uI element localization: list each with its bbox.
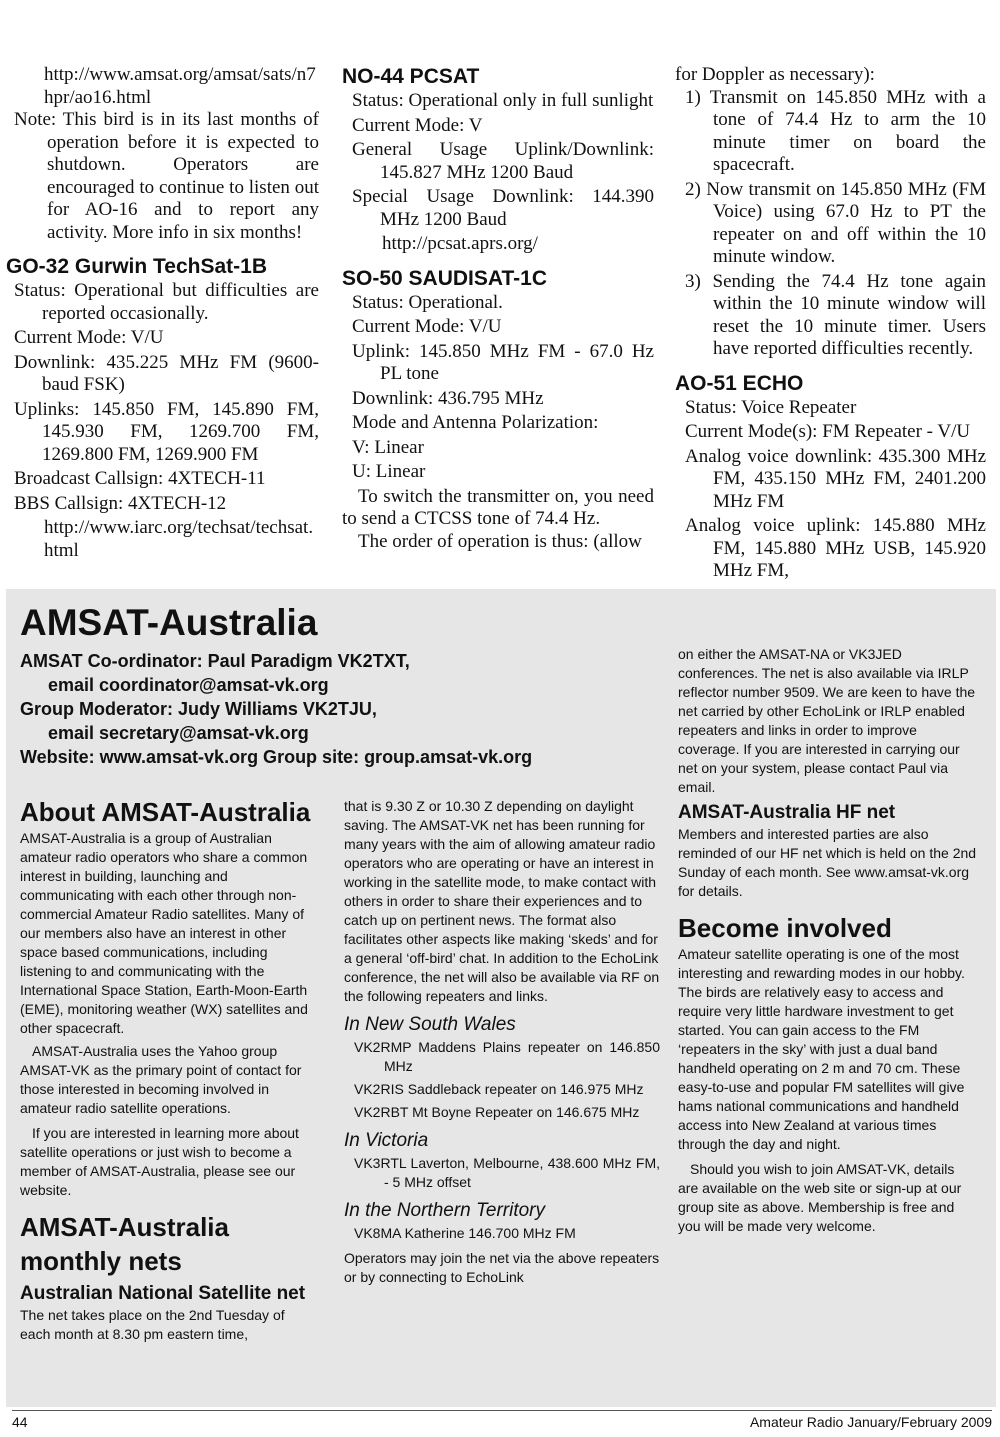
go32-line: Downlink: 435.225 MHz FM (9600-baud FSK) (14, 351, 319, 395)
so50-para: To switch the transmitter on, you need to send a CTCSS tone of 74.4 Hz. (342, 485, 654, 529)
involved-paragraph: Should you wish to join AMSAT-VK, details are available on the web site or sign-up at our group site as above. Membership is free and you will be made very welcome. (678, 1161, 962, 1234)
about-paragraph: AMSAT-Australia uses the Yahoo group AMSAT-VK as the primary point of contact for those interested in becoming involved in amateur radio satellite operations. (20, 1043, 302, 1116)
so50-step: 2) Now transmit on 145.850 MHz (FM Voice) using 67.0 Hz to PT the repeater on and off within the 10 minute window. (685, 178, 986, 267)
national-net-title: Australian National Satellite net (20, 1283, 306, 1304)
involved-title: Become involved (678, 913, 892, 943)
so50-line: V: Linear (352, 436, 424, 458)
column-2 (342, 64, 654, 553)
national-net-paragraph: The net takes place on the 2nd Tuesday of each month at 8.30 pm eastern time, (20, 1307, 285, 1342)
about-paragraph: If you are interested in learning more about satellite operations or just wish to become a member of AMSAT-Australia, please see our website. (20, 1125, 299, 1198)
column-1 (6, 64, 319, 562)
ao51-line: Analog voice uplink: 145.880 MHz FM, 145.880 MHz USB, 145.920 MHz FM, (685, 515, 986, 581)
contact-block (20, 649, 532, 769)
website-line[interactable]: Website: www.amsat-vk.org Group site: group.amsat-vk.org (20, 747, 533, 767)
footer-rule (12, 1410, 992, 1411)
so50-line: Status: Operational. (352, 291, 503, 313)
nt-title: In the Northern Territory (344, 1200, 545, 1221)
hf-net-title: AMSAT-Australia HF net (678, 802, 896, 823)
net-paragraph-end: Operators may join the net via the above repeaters or by connecting to EchoLink (344, 1250, 660, 1285)
go32-line: Current Mode: V/U (14, 327, 164, 348)
ao51-line: Current Mode(s): FM Repeater - V/U (685, 421, 971, 442)
box-column-3 (678, 645, 978, 1236)
nsw-title: In New South Wales (344, 1014, 516, 1035)
no44-line: Special Usage Downlink: 144.390 MHz 1200 Baud (352, 186, 654, 230)
no44-link[interactable]: http://pcsat.aprs.org/ (382, 233, 538, 254)
go32-link[interactable]: http://www.iarc.org/techsat/techsat.html (44, 517, 314, 561)
nsw-repeater: VK2RBT Mt Boyne Repeater on 146.675 MHz (354, 1104, 640, 1120)
about-title: About AMSAT-Australia (20, 797, 311, 827)
ao16-link[interactable]: http://www.amsat.org/amsat/sats/n7hpr/ao16.html (44, 64, 316, 108)
nsw-repeater: VK2RIS Saddleback repeater on 146.975 MHz (354, 1081, 644, 1097)
so50-line: U: Linear (352, 461, 426, 482)
box-column-2 (344, 797, 660, 1287)
go32-line: Status: Operational but difficulties are reported occasionally. (14, 280, 319, 324)
coordinator-email[interactable]: email coordinator@amsat-vk.org (48, 675, 329, 695)
moderator-email[interactable]: email secretary@amsat-vk.org (48, 723, 309, 743)
about-paragraph: AMSAT-Australia is a group of Australian amateur radio operators who share a common interest in building, launching and communicating with each other through non-commercial Amateur Radio satellites. Many of our members also have an interest in other space based communications, including listening to and communicating with the International Space Station, Earth-Moon-Earth (EME), monitoring weather (WX) satellites and other spacecraft. (20, 830, 308, 1036)
nets-title: AMSAT-Australia (20, 1212, 229, 1242)
box-column-1 (20, 795, 316, 1344)
column-3 (675, 64, 986, 583)
go32-line: BBS Callsign: 4XTECH-12 (14, 492, 227, 514)
nsw-repeater: VK2RMP Maddens Plains repeater on 146.850 MHz (354, 1039, 660, 1074)
net-paragraph: that is 9.30 Z or 10.30 Z depending on daylight saving. The AMSAT-VK net has been running for many years with the aim of allowing amateur radio operators who are operating or have an interest in working in the satellite mode, to make contact with others in order to share their experiences and to catch up on pertinent news. The format also facilitates other aspects like making ‘skeds’ and for a general ‘off-bird’ chat. In addition to the EchoLink conference, the net will also be available via RF on the following repeaters and links. (344, 798, 660, 1004)
so50-title: SO-50 SAUDISAT-1C (342, 266, 547, 290)
go32-title: GO-32 Gurwin TechSat-1B (6, 255, 267, 278)
so50-line: Current Mode: V/U (352, 316, 502, 337)
box-title: AMSAT-Australia (20, 602, 318, 643)
page-number: 44 (12, 1414, 28, 1430)
involved-paragraph: Amateur satellite operating is one of the most interesting and rewarding modes in our hobby. The birds are relatively easy to access and require very little hardware investment to get started. You can gain access to the FM ‘repeaters in the sky’ with just a dual band handheld operating on 2 m and 70 cm. These easy-to-use and popular FM satellites will give hams national communications and handheld access into New Zealand at various times through the day and night. (678, 946, 965, 1152)
ao51-line: Status: Voice Repeater (685, 396, 857, 418)
nt-repeater: VK8MA Katherine 146.700 MHz FM (354, 1225, 576, 1241)
go32-line: Uplinks: 145.850 FM, 145.890 FM, 145.930 FM, 1269.700 FM, 1269.800 FM, 1269.900 FM (14, 398, 319, 465)
ao51-line: Analog voice downlink: 435.300 MHz FM, 435.150 MHz FM, 2401.200 MHz FM (685, 445, 986, 512)
so50-line: Mode and Antenna Polarization: (352, 412, 599, 433)
ao16-note: Note: This bird is in its last months of operation before it is expected to shutdown. Operators are encouraged to continue to listen out for AO-16 and to report any activity. More info in six months! (14, 109, 319, 243)
no44-title: NO-44 PCSAT (342, 65, 480, 88)
go32-line: Broadcast Callsign: 4XTECH-11 (14, 468, 266, 489)
nets-title: monthly nets (20, 1246, 182, 1276)
net-paragraph-continued: on either the AMSAT-NA or VK3JED conferences. The net is also available via IRLP reflector number 9509. We are keen to have the net carried by other EchoLink or IRLP enabled repeaters and links in order to improve coverage. If you are interested in carrying our net on your system, please contact Paul via email. (678, 646, 976, 795)
moderator-line: Group Moderator: Judy Williams VK2TJU, (20, 699, 377, 719)
so50-continued: for Doppler as necessary): (675, 64, 875, 85)
so50-para: The order of operation is thus: (allow (358, 530, 642, 552)
so50-step: 3) Sending the 74.4 Hz tone again within the 10 minute window will reset the 10 minute timer. Users have reported difficulties recently. (685, 270, 986, 359)
victoria-title: In Victoria (344, 1130, 429, 1151)
amsat-australia-box (6, 589, 996, 1407)
no44-line: Current Mode: V (352, 114, 483, 136)
so50-line: Uplink: 145.850 MHz FM - 67.0 Hz PL tone (352, 340, 654, 384)
no44-line: Status: Operational only in full sunlight (352, 90, 654, 111)
hf-net-paragraph: Members and interested parties are also reminded of our HF net which is held on the 2nd Sunday of each month. See www.amsat-vk.org for details. (678, 826, 977, 899)
ao51-title: AO-51 ECHO (675, 371, 804, 395)
no44-line: General Usage Uplink/Downlink: 145.827 MHz 1200 Baud (352, 139, 654, 183)
publication-title: Amateur Radio January/February 2009 (749, 1414, 992, 1430)
victoria-repeater: VK3RTL Laverton, Melbourne, 438.600 MHz FM, - 5 MHz offset (354, 1155, 660, 1190)
so50-line: Downlink: 436.795 MHz (352, 387, 544, 409)
so50-step: 1) Transmit on 145.850 MHz with a tone of 74.4 Hz to arm the 10 minute timer on board the spacecraft. (685, 86, 986, 175)
coordinator-line: AMSAT Co-ordinator: Paul Paradigm VK2TXT, (20, 651, 410, 671)
